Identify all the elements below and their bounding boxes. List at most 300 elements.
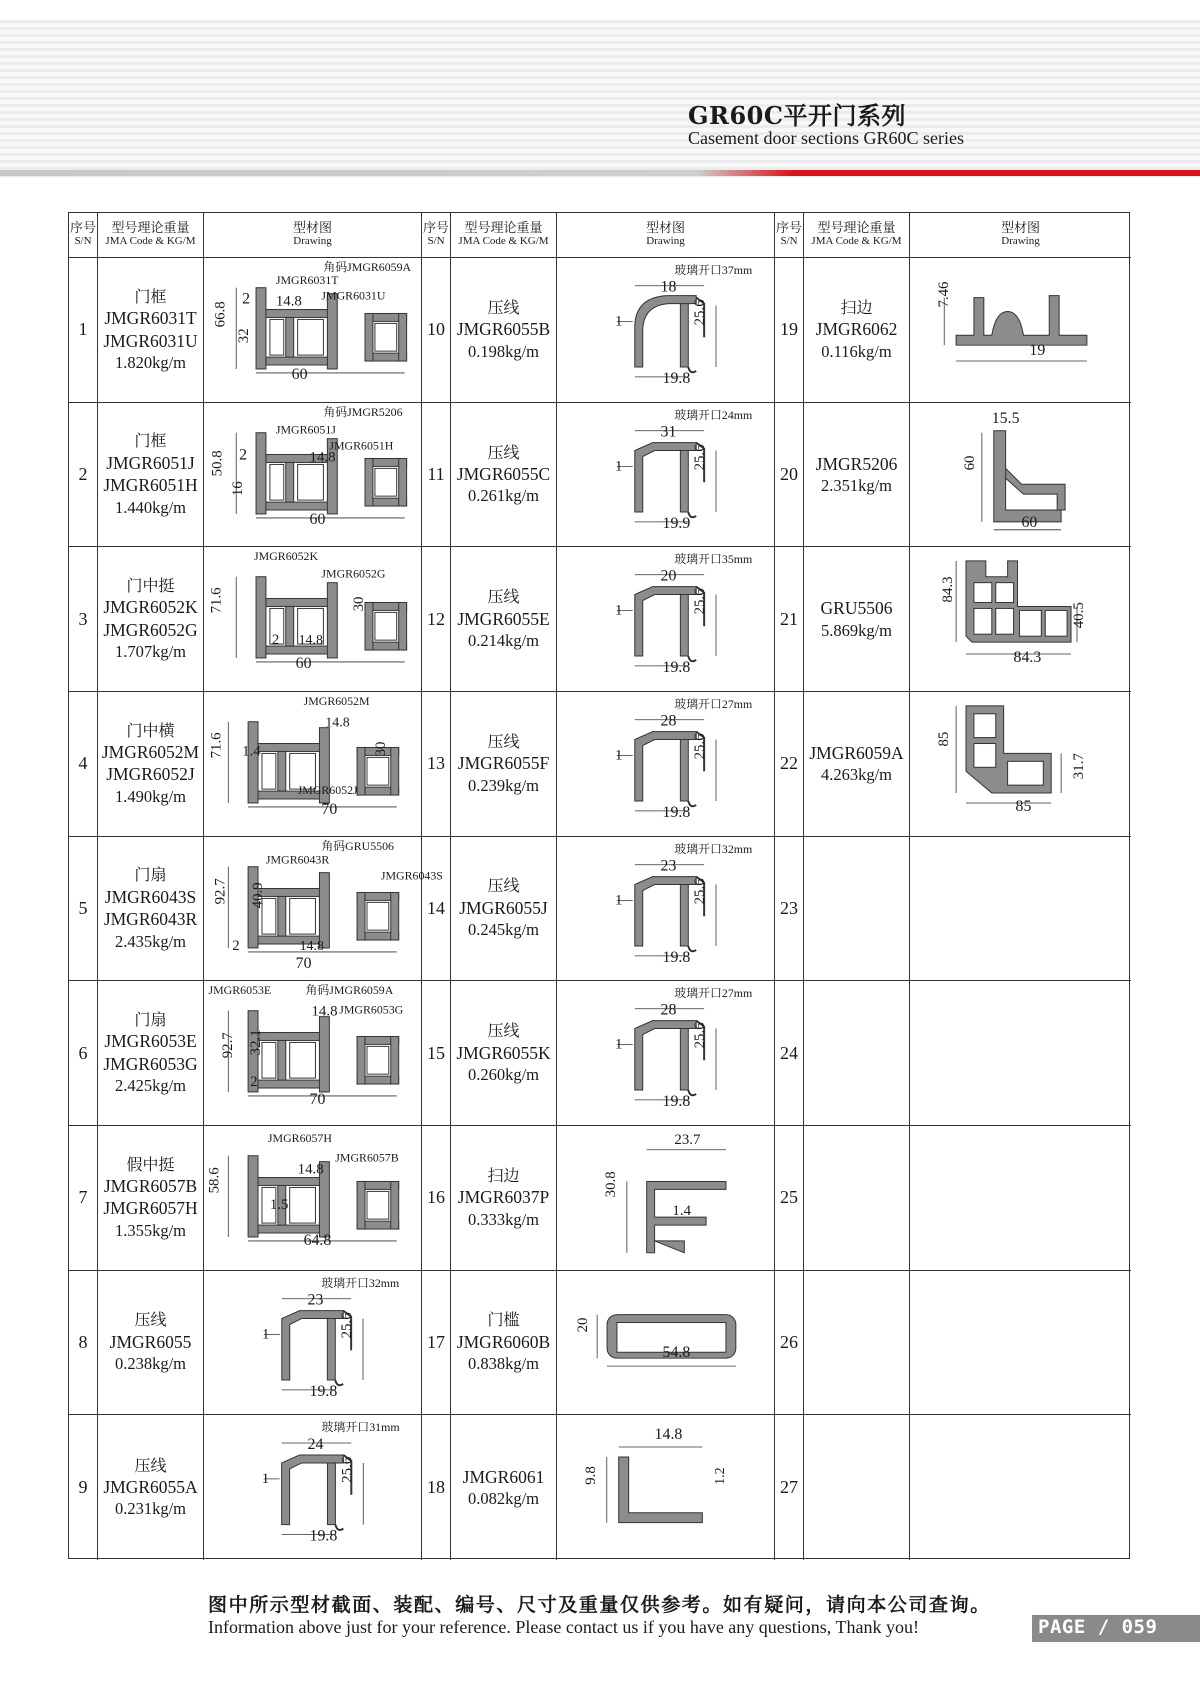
code-cell	[451, 1415, 557, 1560]
profile-drawing	[204, 837, 443, 981]
profile-name: 压线	[487, 297, 520, 317]
drawing-cell	[204, 403, 422, 548]
sn-cell: 7	[69, 1126, 98, 1271]
code-cell	[804, 981, 910, 1126]
profile-drawing	[204, 258, 421, 402]
drawing-cell	[557, 1415, 775, 1560]
profile-code: GRU5506	[820, 598, 893, 619]
dimension-label: 14.8	[311, 1003, 338, 1020]
profile-code: JMGR6031T	[104, 308, 197, 329]
profile-weight: 0.238kg/m	[114, 1354, 187, 1374]
sn-cell: 4	[69, 692, 98, 837]
header-sn-zh: 序号	[69, 221, 96, 237]
dimension-label: 25.6	[339, 1456, 356, 1484]
sn-cell: 20	[775, 403, 804, 548]
dimension-label: 19.9	[662, 514, 691, 532]
dimension-label: JMGR6057H	[267, 1130, 332, 1145]
drawing-cell	[910, 1271, 1131, 1416]
drawing-cell	[910, 1126, 1131, 1271]
dimension-label: 19.8	[309, 1527, 338, 1545]
dimension-label: 19.8	[662, 948, 691, 966]
profile-name: 门槛	[487, 1310, 520, 1330]
profile-drawing	[557, 692, 774, 836]
profile-weight: 0.260kg/m	[467, 1064, 540, 1084]
dimension-label: 30	[351, 596, 368, 612]
drawing-cell	[557, 547, 775, 692]
sn-cell: 19	[775, 258, 804, 403]
code-cell	[98, 547, 204, 692]
drawing-cell	[910, 981, 1131, 1126]
dimension-label: 23	[660, 857, 677, 875]
dimension-label: 70	[321, 800, 338, 818]
header-drawing	[557, 213, 775, 258]
dimension-label: 58.6	[206, 1167, 223, 1194]
sn-cell: 2	[69, 403, 98, 548]
header-sn-zh: 序号	[775, 221, 802, 237]
profile-code: JMGR5206	[815, 453, 898, 474]
dimension-label: 1	[261, 1325, 270, 1342]
dimension-label: 66.8	[212, 301, 229, 328]
dimension-label: JMGR6051H	[329, 438, 394, 453]
profile-code: JMGR6062	[815, 319, 898, 340]
profile-code: JMGR6043S	[104, 886, 197, 907]
dimension-label: 1.4	[672, 1203, 692, 1220]
header-code	[451, 213, 557, 258]
header-drawing	[204, 213, 422, 258]
dimension-label: 85	[1015, 797, 1032, 815]
sn-cell: 9	[69, 1415, 98, 1560]
dimension-label: 角码JMGR5206	[323, 404, 403, 419]
header-sn-en: S/N	[427, 235, 445, 248]
profile-code: JMGR6055K	[456, 1042, 551, 1063]
dimension-label: 28	[660, 712, 677, 730]
profile-code: JMGR6055C	[456, 463, 551, 484]
header-code-en: JMA Code & KG/M	[458, 235, 549, 248]
sn-cell: 6	[69, 981, 98, 1126]
code-cell	[451, 981, 557, 1126]
dimension-label: 23	[307, 1291, 324, 1309]
header-drawing-en: Drawing	[1001, 235, 1040, 248]
profile-weight: 0.333kg/m	[467, 1209, 540, 1229]
profile-code: JMGR6031U	[103, 330, 198, 351]
drawing-cell	[204, 692, 422, 837]
profile-drawing	[910, 692, 1131, 836]
profile-name: 压线	[134, 1455, 167, 1475]
profile-drawing	[204, 547, 421, 691]
header-sn-en: S/N	[780, 235, 798, 248]
dimension-label: 14.8	[297, 1161, 324, 1178]
dimension-label: 40.9	[249, 881, 266, 908]
dimension-label: 角码JMGR6059A	[323, 259, 412, 274]
header-code	[804, 213, 910, 258]
dimension-label: 28	[660, 1001, 677, 1019]
dimension-label: 玻璃开口31mm	[321, 1420, 400, 1435]
drawing-cell	[557, 692, 775, 837]
code-cell	[451, 692, 557, 837]
code-cell	[451, 837, 557, 982]
sn-cell: 22	[775, 692, 804, 837]
sn-cell: 11	[422, 403, 451, 548]
sn-cell: 18	[422, 1415, 451, 1560]
header-rule	[0, 170, 1200, 176]
profile-weight: 0.082kg/m	[467, 1489, 540, 1509]
dimension-label: 85	[936, 731, 953, 747]
profile-code: JMGR6052K	[103, 597, 198, 618]
profile-weight: 1.707kg/m	[114, 642, 187, 662]
dimension-label: 9.8	[582, 1466, 599, 1486]
profile-code: JMGR6052M	[101, 742, 200, 763]
code-cell	[804, 258, 910, 403]
profile-drawing	[204, 403, 421, 547]
header-drawing-zh: 型材图	[292, 221, 332, 237]
dimension-label: 玻璃开口32mm	[674, 841, 753, 856]
dimension-label: 92.7	[212, 877, 229, 904]
profile-weight: 0.261kg/m	[467, 486, 540, 506]
sn-cell: 26	[775, 1271, 804, 1416]
profile-code: JMGR6051J	[106, 452, 195, 473]
profile-drawing	[557, 981, 774, 1125]
dimension-label: 84.3	[940, 576, 957, 603]
sn-cell: 3	[69, 547, 98, 692]
dimension-label: 70	[309, 1091, 326, 1109]
profile-name: 门中挺	[126, 575, 175, 595]
profile-name: 压线	[487, 1021, 520, 1041]
dimension-label: 1	[614, 891, 623, 908]
sn-cell: 8	[69, 1271, 98, 1416]
dimension-label: JMGR6043S	[380, 868, 443, 883]
dimension-label: 2	[232, 937, 240, 954]
profile-code: JMGR6055	[109, 1331, 192, 1352]
dimension-label: 1	[614, 313, 623, 330]
dimension-label: 54.8	[662, 1343, 691, 1361]
dimension-label: 1	[614, 747, 623, 764]
code-cell	[98, 981, 204, 1126]
drawing-cell	[204, 837, 443, 982]
profile-drawing	[910, 547, 1131, 691]
dimension-label: 1	[261, 1471, 270, 1488]
profile-code: JMGR6052G	[103, 619, 198, 640]
dimension-label: 19.8	[662, 1093, 691, 1111]
dimension-label: JMGR6052K	[254, 549, 319, 564]
dimension-label: JMGR6057B	[335, 1150, 399, 1165]
dimension-label: 60	[309, 510, 326, 528]
dimension-label: 2	[271, 632, 280, 649]
sn-cell: 27	[775, 1415, 804, 1560]
footer-note-en: Information above just for your reference. Please contact us if you have any questions, Thank you!	[208, 1617, 919, 1637]
profile-drawing	[910, 258, 1131, 402]
dimension-label: 1	[614, 602, 623, 619]
dimension-label: 60	[1021, 513, 1038, 531]
profile-drawing	[557, 403, 774, 547]
profile-drawing	[557, 1271, 774, 1415]
sn-cell: 13	[422, 692, 451, 837]
dimension-label: 31	[660, 423, 677, 441]
code-cell	[451, 547, 557, 692]
dimension-label: 18	[660, 278, 677, 296]
dimension-label: 14.8	[299, 938, 324, 954]
profile-code: JMGR6053G	[103, 1053, 198, 1074]
code-cell	[804, 692, 910, 837]
profile-name: 压线	[487, 876, 520, 896]
dimension-label: JMGR6052M	[303, 693, 370, 708]
profile-drawing	[204, 1271, 421, 1415]
profile-weight: 0.239kg/m	[467, 775, 540, 795]
drawing-cell	[557, 403, 775, 548]
profile-table	[68, 212, 1130, 1559]
dimension-label: 玻璃开口35mm	[674, 552, 753, 567]
profile-code: JMGR6053E	[104, 1031, 197, 1052]
profile-drawing	[557, 547, 774, 691]
dimension-label: 70	[295, 954, 312, 972]
profile-code: JMGR6052J	[106, 764, 195, 785]
dimension-label: JMGR6052G	[321, 567, 386, 582]
code-cell	[98, 403, 204, 548]
sn-cell: 25	[775, 1126, 804, 1271]
profile-weight: 0.245kg/m	[467, 920, 540, 940]
sn-cell: 5	[69, 837, 98, 982]
code-cell	[804, 1126, 910, 1271]
dimension-label: JMGR6031T	[275, 272, 339, 287]
dimension-label: 40.5	[1070, 602, 1087, 629]
sn-cell: 15	[422, 981, 451, 1126]
dimension-label: 玻璃开口37mm	[674, 262, 753, 277]
dimension-label: 16	[230, 480, 247, 496]
dimension-label: JMGR6052J	[297, 783, 358, 798]
code-cell	[98, 1126, 204, 1271]
dimension-label: 25.6	[692, 588, 709, 615]
drawing-cell	[204, 547, 422, 692]
dimension-label: 25.6	[339, 1311, 356, 1338]
sn-cell: 12	[422, 547, 451, 692]
header-sn	[69, 213, 98, 258]
profile-code: JMGR6055B	[456, 319, 551, 340]
code-cell	[451, 1126, 557, 1271]
dimension-label: 7.46	[936, 281, 953, 308]
drawing-cell	[204, 1415, 422, 1560]
profile-name: 压线	[134, 1310, 167, 1330]
header-sn-zh: 序号	[422, 221, 449, 237]
header-code-en: JMA Code & KG/M	[105, 235, 196, 248]
drawing-cell	[557, 1271, 775, 1416]
profile-name: 门框	[134, 286, 167, 306]
dimension-label: 2	[239, 446, 248, 464]
dimension-label: 15.5	[991, 409, 1020, 427]
dimension-label: 23.7	[674, 1131, 701, 1148]
profile-code: JMGR6055A	[103, 1477, 198, 1498]
dimension-label: 50.8	[209, 449, 226, 476]
dimension-label: 60	[291, 365, 308, 383]
profile-name: 门框	[134, 431, 167, 451]
dimension-label: 20	[660, 567, 677, 585]
code-cell	[804, 837, 910, 982]
dimension-label: 25.6	[692, 444, 709, 471]
header-sn	[775, 213, 804, 258]
profile-drawing	[910, 403, 1131, 547]
code-cell	[804, 1271, 910, 1416]
dimension-label: 71.6	[208, 732, 225, 759]
dimension-label: JMGR6053G	[339, 1002, 404, 1017]
dimension-label: 14.8	[298, 633, 323, 649]
page-subtitle: Casement door sections GR60C series	[688, 128, 964, 148]
code-cell	[451, 258, 557, 403]
profile-drawing	[204, 692, 421, 836]
profile-weight: 0.198kg/m	[467, 341, 540, 361]
dimension-label: 玻璃开口27mm	[674, 986, 753, 1001]
profile-weight: 0.231kg/m	[114, 1499, 187, 1519]
drawing-cell	[204, 1126, 422, 1271]
dimension-label: 92.7	[220, 1032, 237, 1059]
header-code-en: JMA Code & KG/M	[811, 235, 902, 248]
dimension-label: 角码GRU5506	[321, 838, 394, 853]
header-code-zh: 型号理论重量	[817, 221, 896, 237]
dimension-label: 30.8	[602, 1171, 619, 1198]
profile-code: JMGR6057B	[103, 1176, 198, 1197]
dimension-label: 玻璃开口27mm	[674, 696, 753, 711]
drawing-cell	[910, 837, 1131, 982]
dimension-label: 64.8	[303, 1231, 332, 1249]
profile-name: 压线	[487, 442, 520, 462]
code-cell	[98, 1271, 204, 1416]
profile-weight: 2.425kg/m	[114, 1076, 187, 1096]
profile-drawing	[557, 258, 774, 402]
drawing-cell	[910, 547, 1131, 692]
dimension-label: 19	[1029, 342, 1046, 360]
profile-name: 门扇	[134, 865, 167, 885]
dimension-label: 25.6	[692, 1022, 709, 1049]
dimension-label: 1.5	[269, 1197, 289, 1214]
dimension-label: 1.2	[713, 1467, 729, 1486]
code-cell	[804, 547, 910, 692]
dimension-label: 32.1	[247, 1029, 264, 1056]
sn-cell: 17	[422, 1271, 451, 1416]
dimension-label: 玻璃开口24mm	[674, 407, 753, 422]
sn-cell: 23	[775, 837, 804, 982]
profile-weight: 4.263kg/m	[820, 765, 893, 785]
footer-note-zh: 图中所示型材截面、装配、编号、尺寸及重量仅供参考。如有疑问，请向本公司查询。	[208, 1594, 991, 1616]
header-sn-en: S/N	[74, 235, 92, 248]
dimension-label: 24	[307, 1436, 324, 1454]
profile-name: 门中横	[126, 720, 175, 740]
profile-drawing	[557, 1415, 774, 1560]
dimension-label: 1	[614, 1036, 623, 1053]
profile-weight: 1.820kg/m	[114, 352, 187, 372]
profile-weight: 5.869kg/m	[820, 620, 893, 640]
drawing-cell	[557, 981, 775, 1126]
header-drawing-zh: 型材图	[645, 221, 685, 237]
profile-code: JMGR6051H	[103, 475, 198, 496]
drawing-cell	[557, 258, 775, 403]
profile-weight: 0.116kg/m	[821, 341, 892, 361]
dimension-label: 20	[575, 1317, 592, 1333]
profile-weight: 0.838kg/m	[467, 1354, 540, 1374]
profile-code: JMGR6055F	[457, 753, 550, 774]
dimension-label: 2	[250, 1074, 258, 1091]
drawing-cell	[204, 258, 422, 403]
dimension-label: 19.8	[662, 803, 691, 821]
profile-drawing	[557, 1126, 774, 1270]
profile-name: 压线	[487, 587, 520, 607]
dimension-label: 14.8	[654, 1426, 683, 1444]
dimension-label: 14.8	[275, 293, 302, 310]
dimension-label: JMGR6043R	[265, 852, 330, 867]
code-cell	[451, 1271, 557, 1416]
profile-code: JMGR6043R	[103, 909, 198, 930]
dimension-label: 25.6	[692, 877, 709, 904]
sn-cell: 21	[775, 547, 804, 692]
header-drawing-en: Drawing	[646, 235, 685, 248]
dimension-label: 60	[295, 655, 312, 673]
code-cell	[98, 1415, 204, 1560]
page-number: PAGE / 059	[1038, 1616, 1158, 1638]
page-title: GR60C平开门系列	[688, 101, 906, 130]
drawing-cell	[204, 981, 422, 1126]
sn-cell: 14	[422, 837, 451, 982]
dimension-label: 25.6	[692, 299, 709, 326]
dimension-label: 60	[961, 455, 978, 471]
dimension-label: JMGR6031U	[321, 288, 386, 303]
sn-cell: 24	[775, 981, 804, 1126]
profile-code: JMGR6059A	[809, 743, 904, 764]
profile-weight: 1.490kg/m	[114, 786, 187, 806]
header-drawing-en: Drawing	[293, 235, 332, 248]
dimension-label: 84.3	[1013, 649, 1042, 667]
sn-cell: 10	[422, 258, 451, 403]
dimension-label: 角码JMGR6059A	[305, 983, 394, 998]
drawing-cell	[910, 258, 1131, 403]
drawing-cell	[204, 1271, 422, 1416]
dimension-label: 1.4	[242, 743, 261, 760]
dimension-label: 1	[614, 458, 623, 475]
sn-cell: 16	[422, 1126, 451, 1271]
code-cell	[98, 258, 204, 403]
drawing-cell	[557, 837, 775, 982]
header-drawing	[910, 213, 1131, 258]
profile-weight: 2.351kg/m	[820, 476, 893, 496]
profile-weight: 0.214kg/m	[467, 631, 540, 651]
dimension-label: 31.7	[1070, 753, 1087, 780]
profile-name: 扫边	[487, 1165, 520, 1185]
header-sn	[422, 213, 451, 258]
profile-code: JMGR6055E	[457, 608, 550, 629]
dimension-label: 25.6	[692, 733, 709, 760]
profile-weight: 1.440kg/m	[114, 497, 187, 517]
dimension-label: 14.8	[309, 449, 336, 466]
drawing-cell	[910, 692, 1131, 837]
profile-name: 扫边	[840, 297, 873, 317]
drawing-cell	[557, 1126, 775, 1271]
profile-code: JMGR6055J	[459, 897, 548, 918]
header-code	[98, 213, 204, 258]
sn-cell: 1	[69, 258, 98, 403]
dimension-label: 19.8	[662, 369, 691, 387]
profile-drawing	[204, 981, 421, 1125]
header-drawing-zh: 型材图	[1000, 221, 1040, 237]
dimension-label: 玻璃开口32mm	[321, 1275, 400, 1290]
header-band	[0, 20, 1200, 178]
dimension-label: 32	[236, 328, 253, 344]
dimension-label: 14.8	[325, 715, 350, 731]
header-code-zh: 型号理论重量	[111, 221, 190, 237]
dimension-label: 71.6	[208, 587, 225, 614]
profile-name: 压线	[487, 731, 520, 751]
profile-drawing	[557, 837, 774, 981]
code-cell	[804, 1415, 910, 1560]
profile-drawing	[204, 1415, 421, 1560]
profile-drawing	[204, 1126, 421, 1270]
dimension-label: 19.8	[309, 1382, 338, 1400]
drawing-cell	[910, 403, 1131, 548]
profile-code: JMGR6061	[462, 1466, 545, 1487]
